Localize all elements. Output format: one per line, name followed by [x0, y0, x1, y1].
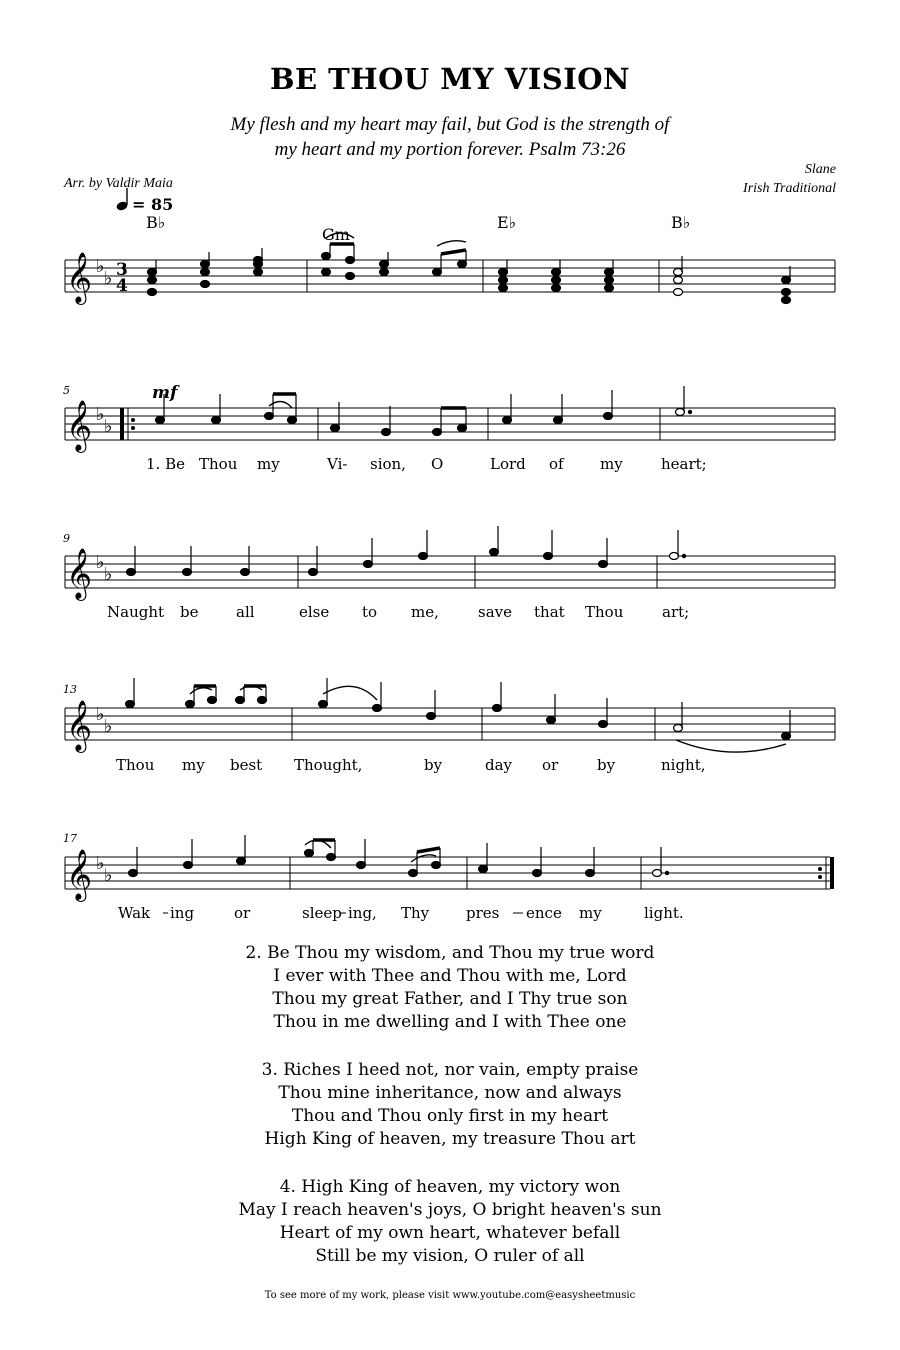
lyric-syllable: ing,: [348, 904, 377, 922]
lyrics-line-1: [146, 455, 707, 473]
flat-icon: ♭: [96, 853, 105, 874]
lyric-syllable: to: [362, 603, 378, 621]
flat-icon: ♭: [96, 704, 105, 725]
treble-clef-icon: 𝄞: [66, 252, 93, 303]
measure-number: 9: [63, 532, 70, 545]
verse-line: Thou mine inheritance, now and always: [278, 1083, 622, 1103]
chord-symbol: Gm: [322, 225, 350, 244]
lyric-syllable: of: [549, 455, 564, 473]
lyric-syllable: best: [230, 756, 263, 774]
lyric-syllable: that: [534, 603, 565, 621]
scripture-line-1: My flesh and my heart may fail, but God is the strength of: [230, 114, 670, 135]
scripture-line-2: my heart and my portion forever. Psalm 73:26: [274, 139, 626, 160]
verse-2: [0, 942, 900, 1034]
verse-line: 3. Riches I heed not, nor vain, empty praise: [261, 1060, 639, 1080]
verse-3: [0, 1059, 900, 1151]
measure-number: 5: [63, 384, 70, 397]
lyric-syllable: pres: [466, 904, 500, 922]
lyric-syllable: my: [257, 455, 280, 473]
verse-line: 2. Be Thou my wisdom, and Thou my true word: [245, 943, 655, 963]
flat-icon: ♭: [104, 865, 113, 886]
lyric-syllable: else: [299, 603, 330, 621]
staff-system-3: [63, 526, 835, 621]
song-title: BE THOU MY VISION: [269, 62, 631, 96]
chord-symbol: B♭: [671, 213, 691, 232]
lyric-syllable: ing: [170, 904, 195, 922]
lyric-syllable: Vi-: [327, 455, 348, 473]
lyric-syllable: Naught: [107, 603, 165, 621]
verse-line: Thou my great Father, and I Thy true son: [272, 989, 628, 1009]
chord-symbol: B♭: [146, 213, 166, 232]
measure-number: 13: [63, 683, 77, 696]
lyric-syllable: by: [424, 756, 443, 774]
verse-line: Heart of my own heart, whatever befall: [279, 1223, 621, 1243]
svg-text:= 85: = 85: [132, 195, 174, 214]
time-sig-bottom: 4: [116, 276, 128, 296]
footer-note: To see more of my work, please visit www.youtube.com@easysheetmusic: [264, 1290, 636, 1301]
lyric-syllable: O: [431, 455, 444, 473]
verse-line: Thou and Thou only first in my heart: [291, 1106, 609, 1126]
lyric-syllable: Wak: [118, 904, 151, 922]
lyric-syllable: 1. Be: [146, 455, 185, 473]
staff-system-1: [65, 233, 835, 305]
verse-line: High King of heaven, my treasure Thou art: [264, 1129, 636, 1149]
lyric-syllable: heart;: [661, 455, 707, 473]
lyric-syllable: Thou: [585, 603, 624, 621]
time-sig-top: 3: [116, 260, 128, 280]
verse-line: Thou in me dwelling and I with Thee one: [273, 1012, 627, 1032]
lyric-syllable: or: [234, 904, 251, 922]
lyric-syllable: sleep: [302, 904, 342, 922]
dynamic-mark: mf: [152, 383, 178, 403]
flat-icon: ♭: [104, 564, 113, 585]
flat-icon: ♭: [104, 416, 113, 437]
lyric-syllable: me,: [411, 603, 439, 621]
verse-line: May I reach heaven's joys, O bright heaven's sun: [238, 1200, 662, 1220]
lyrics-line-2: [107, 603, 689, 621]
lyric-syllable: my: [182, 756, 205, 774]
flat-icon: ♭: [104, 268, 113, 289]
lyric-syllable: be: [180, 603, 199, 621]
flat-icon: ♭: [96, 256, 105, 277]
staff-system-2: [63, 383, 835, 473]
lyric-syllable: night,: [661, 756, 706, 774]
tempo-marking: [115, 188, 173, 214]
lyric-syllable: Thou: [199, 455, 238, 473]
chord-symbol: E♭: [497, 213, 517, 232]
measure-number: 17: [63, 832, 77, 845]
lyric-syllable: Thou: [116, 756, 155, 774]
lyric-syllable: ence: [526, 904, 562, 922]
lyric-syllable: Thy: [401, 904, 430, 922]
lyric-syllable: or: [542, 756, 559, 774]
verse-line: I ever with Thee and Thou with me, Lord: [273, 966, 627, 986]
treble-clef-icon: 𝄞: [66, 849, 93, 900]
tune-name: Slane: [804, 162, 836, 177]
lyric-syllable: art;: [662, 603, 690, 621]
verse-line: Still be my vision, O ruler of all: [315, 1246, 585, 1266]
treble-clef-icon: 𝄞: [66, 700, 93, 751]
flat-icon: ♭: [104, 716, 113, 737]
lyric-syllable: my: [579, 904, 602, 922]
lyric-syllable: light.: [644, 904, 684, 922]
arranger: Arr. by Valdir Maia: [64, 176, 173, 191]
lyrics-line-3: [116, 756, 706, 774]
verse-4: [0, 1176, 900, 1268]
staff-system-5: [63, 832, 834, 922]
lyric-syllable: Lord: [490, 455, 526, 473]
lyric-syllable: sion,: [370, 455, 406, 473]
lyric-syllable: my: [600, 455, 623, 473]
flat-icon: ♭: [96, 552, 105, 573]
flat-icon: ♭: [96, 404, 105, 425]
lyric-syllable: by: [597, 756, 616, 774]
verse-line: 4. High King of heaven, my victory won: [279, 1177, 621, 1197]
treble-clef-icon: 𝄞: [66, 548, 93, 599]
treble-clef-icon: 𝄞: [66, 400, 93, 451]
lyric-syllable: Thought,: [294, 756, 363, 774]
staff-system-4: [63, 678, 835, 774]
tune-origin: Irish Traditional: [743, 181, 836, 196]
lyrics-line-4: [118, 904, 684, 922]
lyric-syllable: all: [236, 603, 255, 621]
lyric-syllable: day: [485, 756, 513, 774]
additional-verses: [0, 942, 900, 1293]
lyric-syllable: save: [478, 603, 512, 621]
